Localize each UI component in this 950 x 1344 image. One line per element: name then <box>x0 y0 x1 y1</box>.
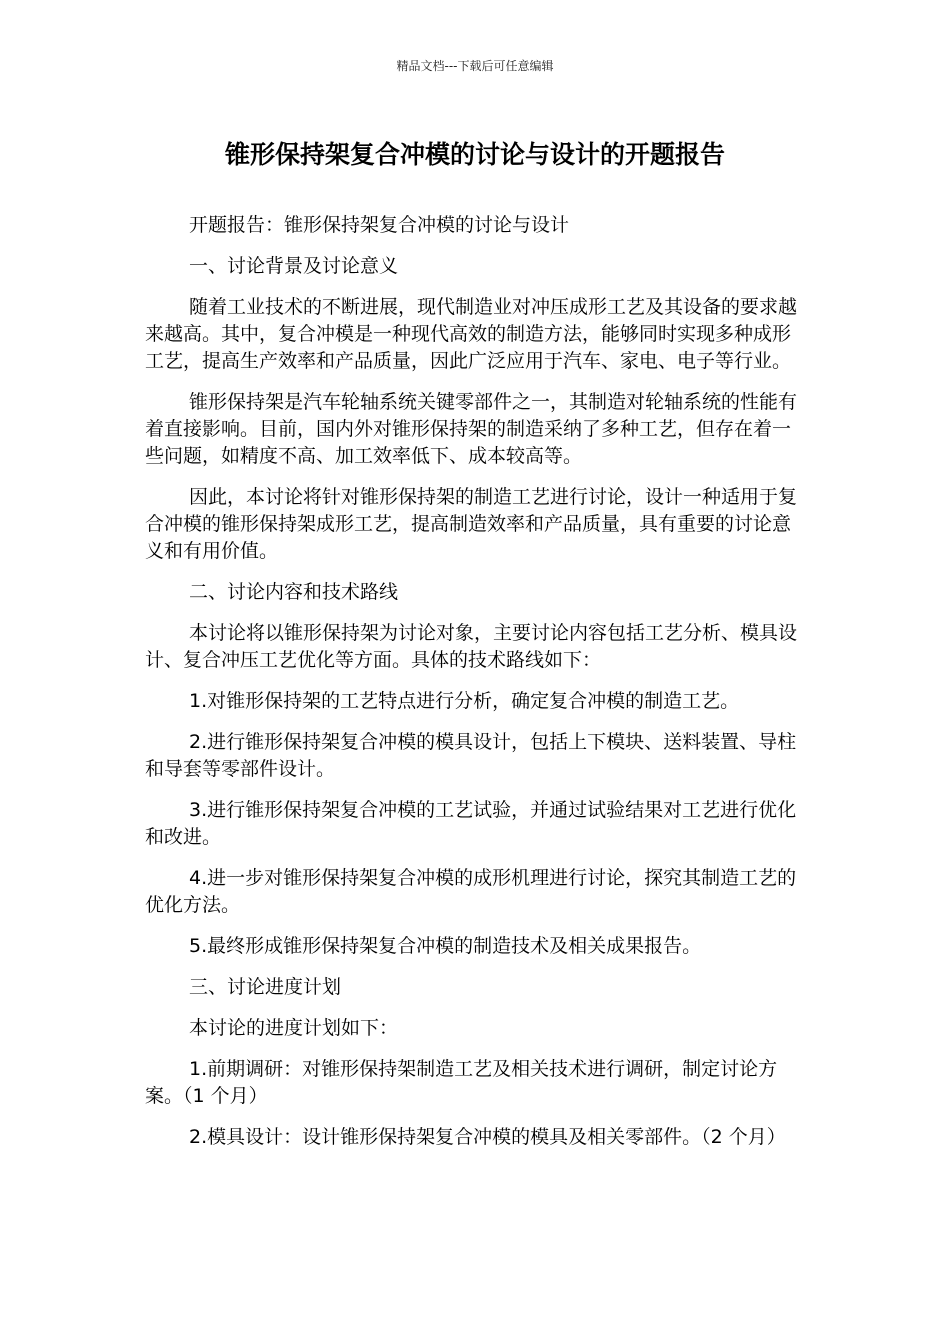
list-item: 4.进一步对锥形保持架复合冲模的成形机理进行讨论，探究其制造工艺的优化方法。 <box>145 867 797 916</box>
list-item: 3.进行锥形保持架复合冲模的工艺试验，并通过试验结果对工艺进行优化和改进。 <box>145 799 797 848</box>
list-item: 1.对锥形保持架的工艺特点进行分析，确定复合冲模的制造工艺。 <box>189 690 740 712</box>
header-note: 精品文档---下载后可任意编辑 <box>396 59 554 73</box>
paragraph: 本讨论的进度计划如下： <box>189 1017 399 1039</box>
list-item: 2.模具设计：设计锥形保持架复合冲模的模具及相关零部件。（2 个月） <box>189 1126 786 1148</box>
list-item: 2.进行锥形保持架复合冲模的模具设计，包括上下模块、送料装置、导柱和导套等零部件设计。 <box>145 731 797 780</box>
section-heading-content: 二、讨论内容和技术路线 <box>189 581 399 603</box>
paragraph-report-subtitle: 开题报告：锥形保持架复合冲模的讨论与设计 <box>189 214 570 236</box>
document-body <box>145 212 807 1165</box>
paragraph: 锥形保持架是汽车轮轴系统关键零部件之一，其制造对轮轴系统的性能有着直接影响。目前，国内外对锥形保持架的制造采纳了多种工艺，但存在着一些问题，如精度不高、加工效率低下、成本较高等。 <box>145 391 798 467</box>
section-heading-background: 一、讨论背景及讨论意义 <box>189 255 399 277</box>
paragraph: 本讨论将以锥形保持架为讨论对象，主要讨论内容包括工艺分析、模具设计、复合冲压工艺优化等方面。具体的技术路线如下： <box>145 622 798 671</box>
paragraph: 随着工业技术的不断进展，现代制造业对冲压成形工艺及其设备的要求越来越高。其中，复合冲模是一种现代高效的制造方法，能够同时实现多种成形工艺，提高生产效率和产品质量，因此广泛应用于汽车、家电、电子等行业。 <box>145 296 798 372</box>
paragraph: 因此，本讨论将针对锥形保持架的制造工艺进行讨论，设计一种适用于复合冲模的锥形保持架成形工艺，提高制造效率和产品质量，具有重要的讨论意义和有用价值。 <box>145 486 798 562</box>
list-item: 5.最终形成锥形保持架复合冲模的制造技术及相关成果报告。 <box>189 935 702 957</box>
document-title: 锥形保持架复合冲模的讨论与设计的开题报告 <box>224 140 725 169</box>
list-item: 1.前期调研：对锥形保持架制造工艺及相关技术进行调研，制定讨论方案。（1 个月） <box>145 1058 778 1107</box>
section-heading-schedule: 三、讨论进度计划 <box>189 976 342 998</box>
